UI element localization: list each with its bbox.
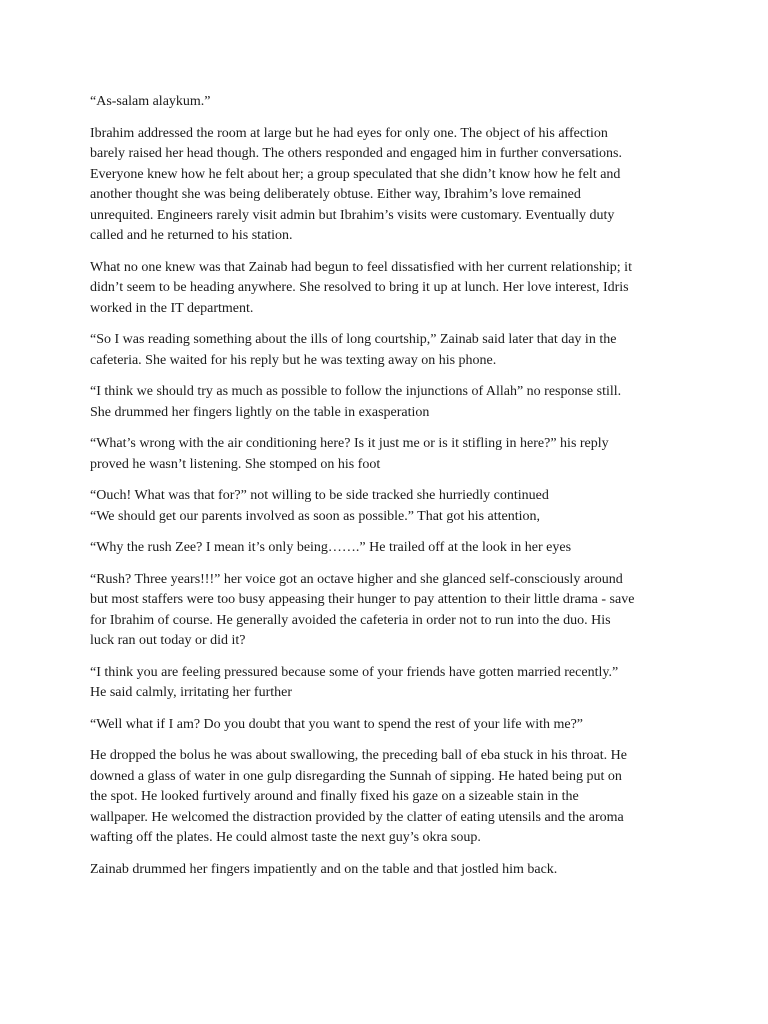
paragraph-why-rush: “Why the rush Zee? I mean it’s only being…….” He trailed off at the look in her eyes <box>90 540 572 555</box>
paragraph-parents: “We should get our parents involved as soon as possible.” That got his attention, <box>90 508 541 524</box>
paragraph-greeting: “As-salam alaykum.” <box>90 94 211 109</box>
paragraph-ouch: “Ouch! What was that for?” not willing to be side tracked she hurriedly continued <box>90 488 549 503</box>
paragraph-pressured: “I think you are feeling pressured because some of your friends have gotten married recently.” He said calmly, irritating her further <box>90 664 619 700</box>
paragraph-three-years: “Rush? Three years!!!” her voice got an octave higher and she glanced self-consciously around but most staffers were too busy appeasing their hunger to pay attention to their little drama - save for Ibrahim of course. He generally avoided the cafeteria in order not to run into the duo. His luck ran out today or did it? <box>90 571 635 648</box>
paragraph-zainab-dissatisfied: What no one knew was that Zainab had begun to feel dissatisfied with her current relationship; it didn’t seem to be heading anywhere. She resolved to bring it up at lunch. Her love interest, Idris worked in the IT department. <box>90 259 632 316</box>
paragraph-long-courtship: “So I was reading something about the ills of long courtship,” Zainab said later that day in the cafeteria. She waited for his reply but he was texting away on his phone. <box>90 332 617 368</box>
paragraph-bolus: He dropped the bolus he was about swallowing, the preceding ball of eba stuck in his throat. He downed a glass of water in one gulp disregarding the Sunnah of sipping. He hated being put on the spot. He looked furtively around and finally fixed his gaze on a sizeable stain in the wallpaper. He welcomed the distraction provided by the clatter of eating utensils and the aroma wafting off the plates. He could almost taste the next guy’s okra soup. <box>90 748 627 845</box>
document-body <box>90 92 675 891</box>
paragraph-air-conditioning: “What’s wrong with the air conditioning here? Is it just me or is it stifling in here?” his reply proved he wasn’t listening. She stomped on his foot <box>90 436 609 472</box>
paragraph-doubt: “Well what if I am? Do you doubt that you want to spend the rest of your life with me?” <box>90 716 584 732</box>
paragraph-ibrahim-intro: Ibrahim addressed the room at large but he had eyes for only one. The object of his affection barely raised her head though. The others responded and engaged him in further conversations. Everyone knew how he felt about her; a group speculated that she didn’t know how he felt and another thought she was being deliberately obtuse. Either way, Ibrahim’s love remained unrequited. Engineers rarely visit admin but Ibrahim’s visits were customary. Eventually duty called and he returned to his station. <box>90 125 622 243</box>
paragraph-injunctions: “I think we should try as much as possible to follow the injunctions of Allah” no response still. She drummed her fingers lightly on the table in exasperation <box>90 384 622 420</box>
paragraph-drummed-fingers: Zainab drummed her fingers impatiently and on the table and that jostled him back. <box>90 861 558 877</box>
